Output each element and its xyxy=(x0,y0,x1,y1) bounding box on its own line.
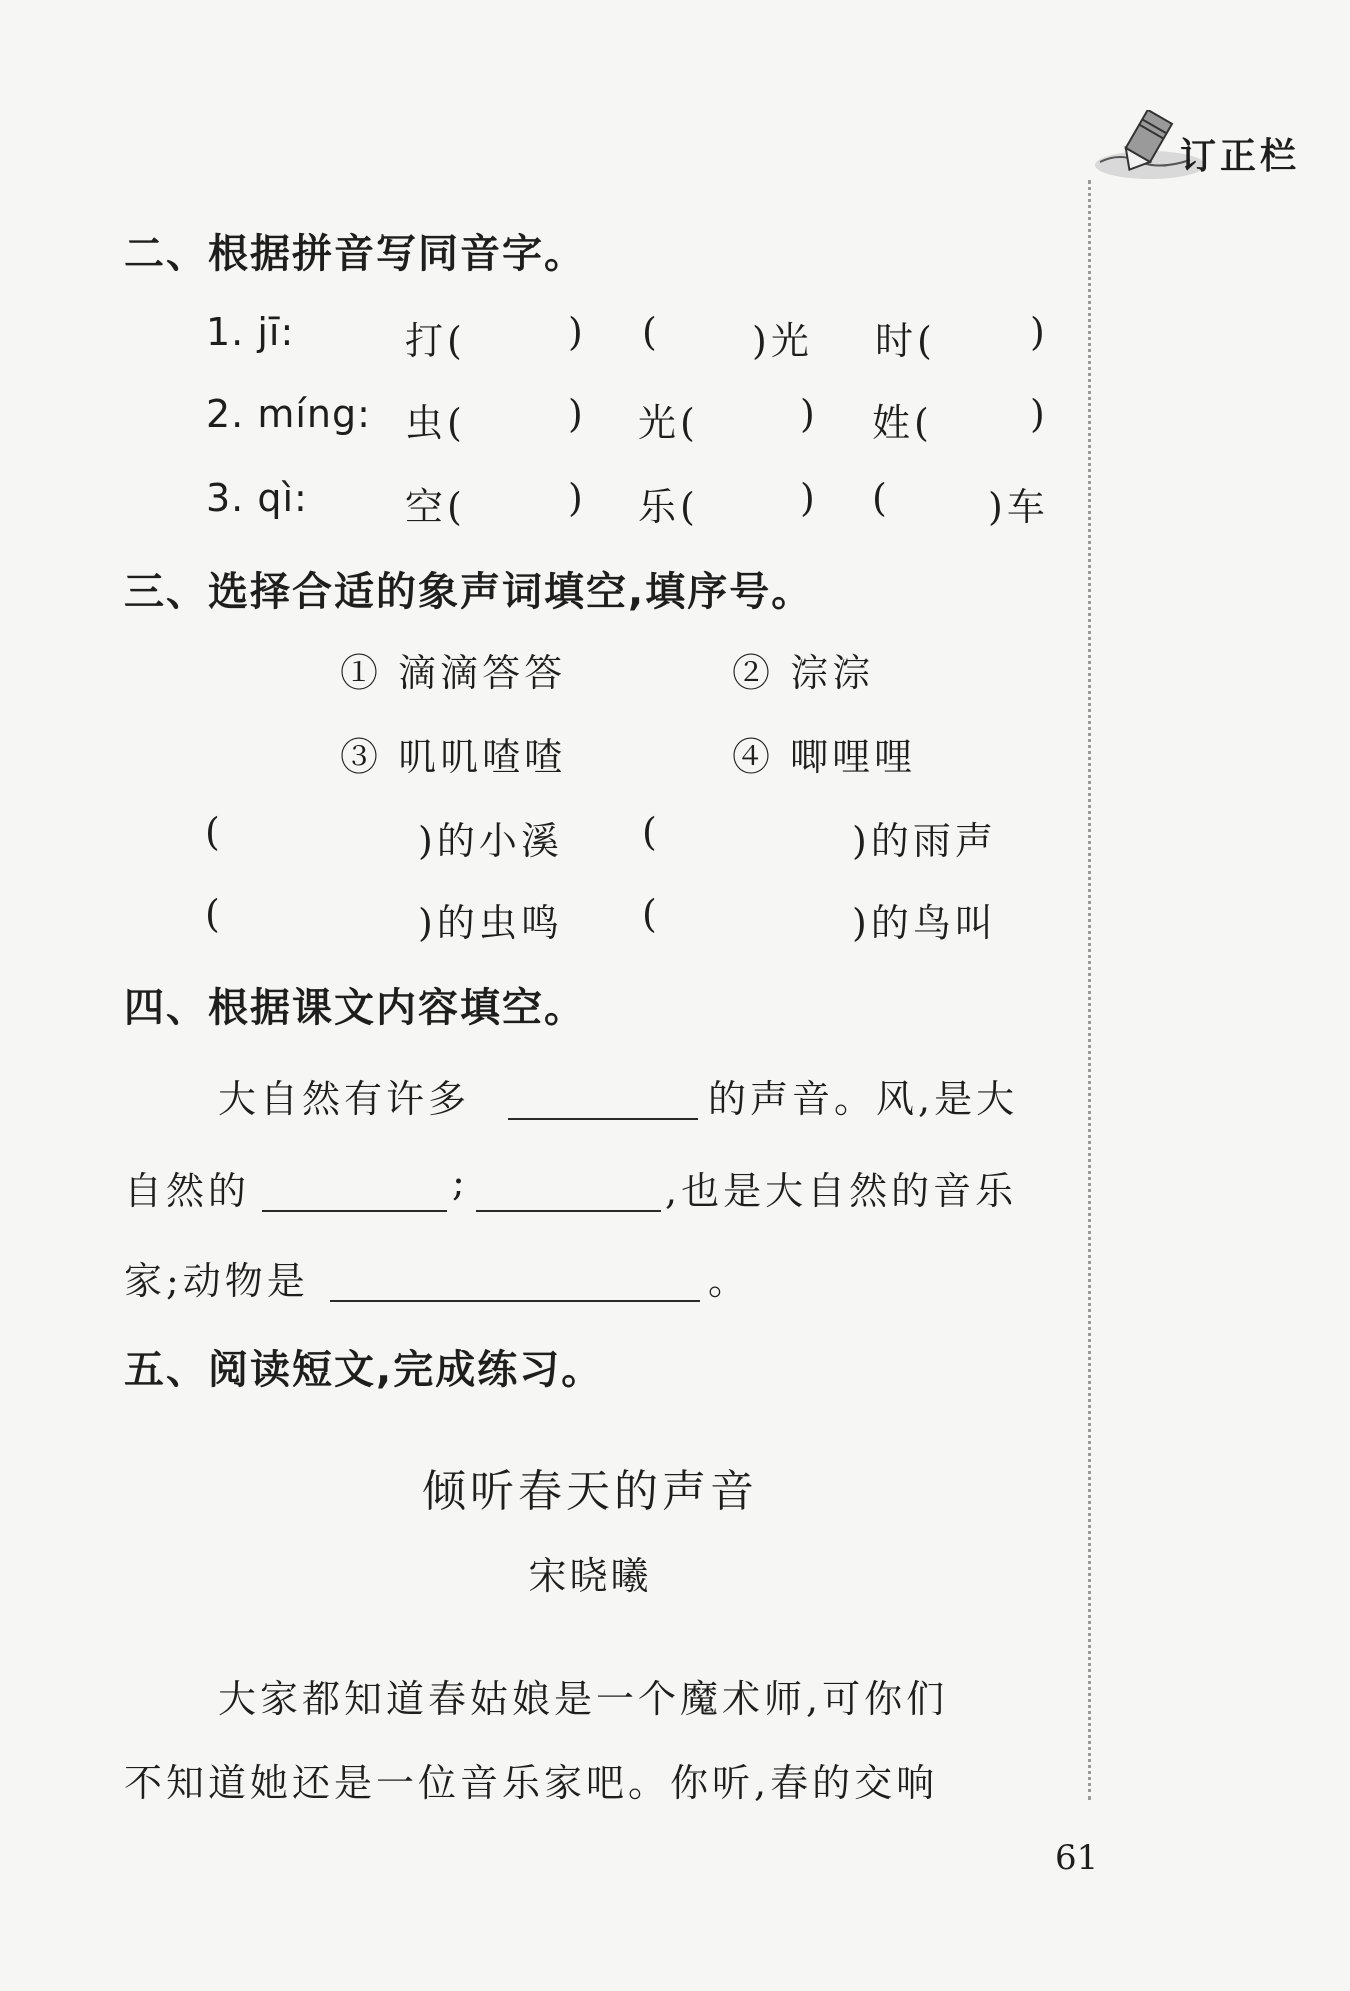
fill-blank-4[interactable] xyxy=(330,1300,700,1302)
row2-cell1: 虫( xyxy=(405,401,466,445)
row1-cell6: ) xyxy=(1030,310,1049,354)
blank2-close: )的雨声 xyxy=(852,819,997,863)
row2-cell6: ) xyxy=(1030,392,1049,436)
row1-cell4: )光 xyxy=(752,319,813,363)
page-number: 61 xyxy=(1055,1838,1099,1878)
row1-cell1: 打( xyxy=(405,319,466,363)
row3-pinyin: 3. qì: xyxy=(206,476,308,520)
row1-cell3: ( xyxy=(642,310,661,354)
blank1-open: ( xyxy=(205,810,224,854)
section4-heading: 四、根据课文内容填空。 xyxy=(124,985,586,1031)
fill-line2-part3: ,也是大自然的音乐 xyxy=(665,1169,1018,1213)
row1-pinyin: 1. jī: xyxy=(206,310,295,354)
passage-line-1: 大家都知道春姑娘是一个魔术师,可你们 xyxy=(218,1677,949,1721)
option-1: ① 滴滴答答 xyxy=(340,651,567,695)
row2-cell4: ) xyxy=(800,392,819,436)
row2-cell3: 光( xyxy=(638,401,699,445)
row2-pinyin: 2. míng: xyxy=(206,392,371,436)
section2-heading: 二、根据拼音写同音字。 xyxy=(124,231,586,277)
fill-blank-1[interactable] xyxy=(508,1118,698,1120)
passage-title: 倾听春天的声音 xyxy=(422,1466,758,1517)
blank1-close: )的小溪 xyxy=(418,819,563,863)
blank4-close: )的鸟叫 xyxy=(852,901,997,945)
row1-cell5: 时( xyxy=(875,319,936,363)
row3-cell4: ) xyxy=(800,476,819,520)
fill-line2-part1: 自然的 xyxy=(124,1169,251,1213)
fill-line3-part1: 家;动物是 xyxy=(124,1259,309,1303)
row3-cell5: ( xyxy=(872,476,891,520)
row2-cell5: 姓( xyxy=(872,401,933,445)
passage-line-2: 不知道她还是一位音乐家吧。你听,春的交响 xyxy=(124,1761,939,1805)
blank4-open: ( xyxy=(642,892,661,936)
fill-blank-2[interactable] xyxy=(262,1210,447,1212)
fill-blank-3[interactable] xyxy=(476,1210,661,1212)
section3-heading: 三、选择合适的象声词填空,填序号。 xyxy=(124,569,814,615)
row3-cell2: ) xyxy=(568,476,587,520)
option-4: ④ 唧哩哩 xyxy=(732,735,917,779)
fill-line1-part1: 大自然有许多 xyxy=(218,1077,471,1121)
row3-cell6: )车 xyxy=(988,485,1049,529)
section5-heading: 五、阅读短文,完成练习。 xyxy=(124,1347,604,1393)
blank3-close: )的虫鸣 xyxy=(418,901,563,945)
option-3: ③ 叽叽喳喳 xyxy=(340,735,567,779)
passage-author: 宋晓曦 xyxy=(528,1554,652,1598)
fill-line1-part2: 的声音。风,是大 xyxy=(708,1077,1019,1121)
blank2-open: ( xyxy=(642,810,661,854)
fill-line2-part2: ; xyxy=(452,1160,469,1204)
row3-cell1: 空( xyxy=(405,485,466,529)
row1-cell2: ) xyxy=(568,310,587,354)
fill-line3-part2: 。 xyxy=(708,1259,751,1303)
correction-column-label: 订正栏 xyxy=(1180,136,1301,177)
blank3-open: ( xyxy=(205,892,224,936)
row3-cell3: 乐( xyxy=(638,485,699,529)
row2-cell2: ) xyxy=(568,392,587,436)
correction-column-header xyxy=(1095,110,1325,185)
option-2: ② 淙淙 xyxy=(732,651,875,695)
